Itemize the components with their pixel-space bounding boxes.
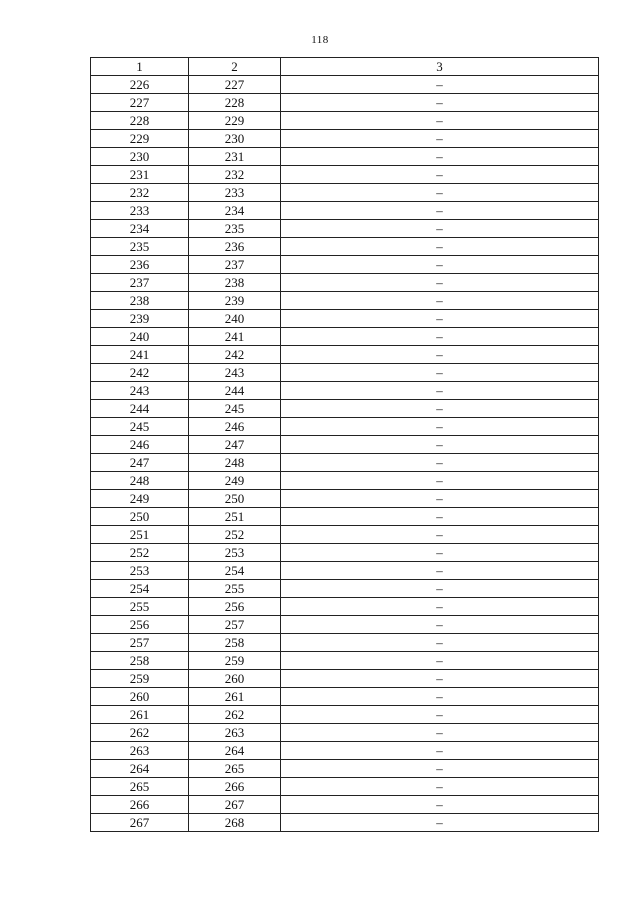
table-cell-col-1: 233	[91, 202, 189, 220]
table-cell-col-1: 254	[91, 580, 189, 598]
table-row	[91, 256, 599, 274]
table-cell-col-2: 259	[189, 652, 281, 670]
table-cell-col-1: 265	[91, 778, 189, 796]
table-row	[91, 184, 599, 202]
table-cell-col-3: –	[281, 724, 599, 742]
table-row	[91, 544, 599, 562]
column-header-3: 3	[281, 58, 599, 76]
table-row	[91, 508, 599, 526]
table-row	[91, 346, 599, 364]
table-cell-col-3: –	[281, 76, 599, 94]
table-cell-col-3: –	[281, 706, 599, 724]
table-header	[91, 58, 599, 76]
table-cell-col-3: –	[281, 472, 599, 490]
table-cell-col-2: 264	[189, 742, 281, 760]
table-cell-col-1: 232	[91, 184, 189, 202]
table-cell-col-2: 227	[189, 76, 281, 94]
table-cell-col-3: –	[281, 598, 599, 616]
table-cell-col-3: –	[281, 814, 599, 832]
table-row	[91, 760, 599, 778]
table-row	[91, 382, 599, 400]
table-cell-col-1: 262	[91, 724, 189, 742]
table-row	[91, 652, 599, 670]
table-cell-col-2: 251	[189, 508, 281, 526]
table-cell-col-1: 266	[91, 796, 189, 814]
page-number: 118	[311, 34, 329, 46]
table-row	[91, 670, 599, 688]
table-row	[91, 796, 599, 814]
table-row	[91, 112, 599, 130]
table-cell-col-2: 241	[189, 328, 281, 346]
table-cell-col-3: –	[281, 400, 599, 418]
table-cell-col-2: 260	[189, 670, 281, 688]
table-row	[91, 724, 599, 742]
table-cell-col-3: –	[281, 292, 599, 310]
table-cell-col-3: –	[281, 544, 599, 562]
table-cell-col-1: 247	[91, 454, 189, 472]
table-cell-col-2: 268	[189, 814, 281, 832]
table-row	[91, 400, 599, 418]
table-cell-col-1: 248	[91, 472, 189, 490]
column-header-2: 2	[189, 58, 281, 76]
table-row	[91, 814, 599, 832]
table-row	[91, 598, 599, 616]
table-row	[91, 166, 599, 184]
table-cell-col-2: 249	[189, 472, 281, 490]
table-cell-col-2: 255	[189, 580, 281, 598]
table-row	[91, 562, 599, 580]
table-cell-col-3: –	[281, 490, 599, 508]
table-cell-col-2: 267	[189, 796, 281, 814]
table-cell-col-2: 250	[189, 490, 281, 508]
table-cell-col-3: –	[281, 454, 599, 472]
table-cell-col-2: 235	[189, 220, 281, 238]
table-cell-col-3: –	[281, 688, 599, 706]
table-cell-col-3: –	[281, 166, 599, 184]
table-cell-col-2: 238	[189, 274, 281, 292]
table-cell-col-1: 245	[91, 418, 189, 436]
table-cell-col-1: 267	[91, 814, 189, 832]
table-cell-col-1: 251	[91, 526, 189, 544]
table-row	[91, 454, 599, 472]
table-cell-col-1: 243	[91, 382, 189, 400]
table-row	[91, 364, 599, 382]
table-cell-col-3: –	[281, 220, 599, 238]
table-cell-col-2: 244	[189, 382, 281, 400]
table-row	[91, 274, 599, 292]
table-cell-col-2: 236	[189, 238, 281, 256]
table-cell-col-2: 248	[189, 454, 281, 472]
table-row	[91, 616, 599, 634]
table-row	[91, 634, 599, 652]
table-cell-col-1: 242	[91, 364, 189, 382]
table-cell-col-2: 253	[189, 544, 281, 562]
table-row	[91, 220, 599, 238]
table-cell-col-2: 233	[189, 184, 281, 202]
table-cell-col-3: –	[281, 130, 599, 148]
table-cell-col-1: 246	[91, 436, 189, 454]
table-cell-col-1: 235	[91, 238, 189, 256]
table-row	[91, 580, 599, 598]
table-cell-col-1: 231	[91, 166, 189, 184]
table-row	[91, 778, 599, 796]
table-cell-col-1: 241	[91, 346, 189, 364]
table-cell-col-1: 230	[91, 148, 189, 166]
table-cell-col-2: 262	[189, 706, 281, 724]
table-cell-col-3: –	[281, 202, 599, 220]
table-cell-col-2: 247	[189, 436, 281, 454]
table-cell-col-2: 230	[189, 130, 281, 148]
table-cell-col-2: 252	[189, 526, 281, 544]
table-cell-col-1: 240	[91, 328, 189, 346]
table-cell-col-2: 257	[189, 616, 281, 634]
table-cell-col-1: 258	[91, 652, 189, 670]
table-cell-col-1: 227	[91, 94, 189, 112]
data-table	[90, 57, 599, 832]
table-cell-col-2: 261	[189, 688, 281, 706]
table-cell-col-3: –	[281, 112, 599, 130]
table-cell-col-3: –	[281, 436, 599, 454]
table-cell-col-3: –	[281, 238, 599, 256]
table-cell-col-3: –	[281, 778, 599, 796]
table-row	[91, 202, 599, 220]
table-cell-col-2: 256	[189, 598, 281, 616]
table-cell-col-1: 253	[91, 562, 189, 580]
table-cell-col-3: –	[281, 148, 599, 166]
table-cell-col-3: –	[281, 562, 599, 580]
table-cell-col-1: 263	[91, 742, 189, 760]
table-row	[91, 76, 599, 94]
table-cell-col-1: 264	[91, 760, 189, 778]
table-cell-col-1: 257	[91, 634, 189, 652]
table-row	[91, 238, 599, 256]
table-row	[91, 292, 599, 310]
table-row	[91, 490, 599, 508]
table-cell-col-2: 254	[189, 562, 281, 580]
table-cell-col-1: 261	[91, 706, 189, 724]
table-cell-col-2: 231	[189, 148, 281, 166]
table-cell-col-2: 228	[189, 94, 281, 112]
table-row	[91, 130, 599, 148]
table-cell-col-1: 234	[91, 220, 189, 238]
table-cell-col-1: 236	[91, 256, 189, 274]
table-row	[91, 706, 599, 724]
table-cell-col-1: 238	[91, 292, 189, 310]
table-cell-col-1: 260	[91, 688, 189, 706]
table-cell-col-3: –	[281, 94, 599, 112]
table-cell-col-3: –	[281, 508, 599, 526]
table-header-row	[91, 58, 599, 76]
table-row	[91, 526, 599, 544]
table-row	[91, 418, 599, 436]
table-row	[91, 94, 599, 112]
table-cell-col-3: –	[281, 346, 599, 364]
table-cell-col-1: 252	[91, 544, 189, 562]
table-cell-col-3: –	[281, 274, 599, 292]
table-cell-col-1: 229	[91, 130, 189, 148]
table-cell-col-3: –	[281, 526, 599, 544]
table-cell-col-1: 249	[91, 490, 189, 508]
table-cell-col-2: 246	[189, 418, 281, 436]
table-cell-col-1: 226	[91, 76, 189, 94]
table-cell-col-3: –	[281, 670, 599, 688]
table-cell-col-1: 250	[91, 508, 189, 526]
table-cell-col-3: –	[281, 796, 599, 814]
table-cell-col-2: 239	[189, 292, 281, 310]
table-cell-col-2: 265	[189, 760, 281, 778]
table-cell-col-2: 245	[189, 400, 281, 418]
table-cell-col-2: 237	[189, 256, 281, 274]
table-cell-col-2: 266	[189, 778, 281, 796]
column-header-1: 1	[91, 58, 189, 76]
table-cell-col-3: –	[281, 742, 599, 760]
table-cell-col-2: 234	[189, 202, 281, 220]
table-cell-col-1: 259	[91, 670, 189, 688]
table-cell-col-1: 239	[91, 310, 189, 328]
table-row	[91, 688, 599, 706]
table-cell-col-1: 255	[91, 598, 189, 616]
table-cell-col-3: –	[281, 328, 599, 346]
table-cell-col-3: –	[281, 256, 599, 274]
table-cell-col-1: 237	[91, 274, 189, 292]
table-row	[91, 328, 599, 346]
table-cell-col-3: –	[281, 418, 599, 436]
table-cell-col-3: –	[281, 364, 599, 382]
table-cell-col-2: 232	[189, 166, 281, 184]
table-cell-col-2: 243	[189, 364, 281, 382]
table-cell-col-3: –	[281, 634, 599, 652]
table-row	[91, 436, 599, 454]
table-row	[91, 472, 599, 490]
table-cell-col-2: 258	[189, 634, 281, 652]
table-cell-col-3: –	[281, 184, 599, 202]
table-cell-col-1: 228	[91, 112, 189, 130]
table-cell-col-2: 240	[189, 310, 281, 328]
table-row	[91, 310, 599, 328]
table-cell-col-3: –	[281, 382, 599, 400]
table-cell-col-1: 256	[91, 616, 189, 634]
table-cell-col-2: 229	[189, 112, 281, 130]
table-cell-col-1: 244	[91, 400, 189, 418]
table-cell-col-3: –	[281, 652, 599, 670]
table-row	[91, 742, 599, 760]
table-cell-col-3: –	[281, 580, 599, 598]
table-cell-col-2: 242	[189, 346, 281, 364]
table-body	[91, 76, 599, 832]
table-cell-col-3: –	[281, 760, 599, 778]
table-row	[91, 148, 599, 166]
table-cell-col-3: –	[281, 616, 599, 634]
table-cell-col-2: 263	[189, 724, 281, 742]
table-cell-col-3: –	[281, 310, 599, 328]
